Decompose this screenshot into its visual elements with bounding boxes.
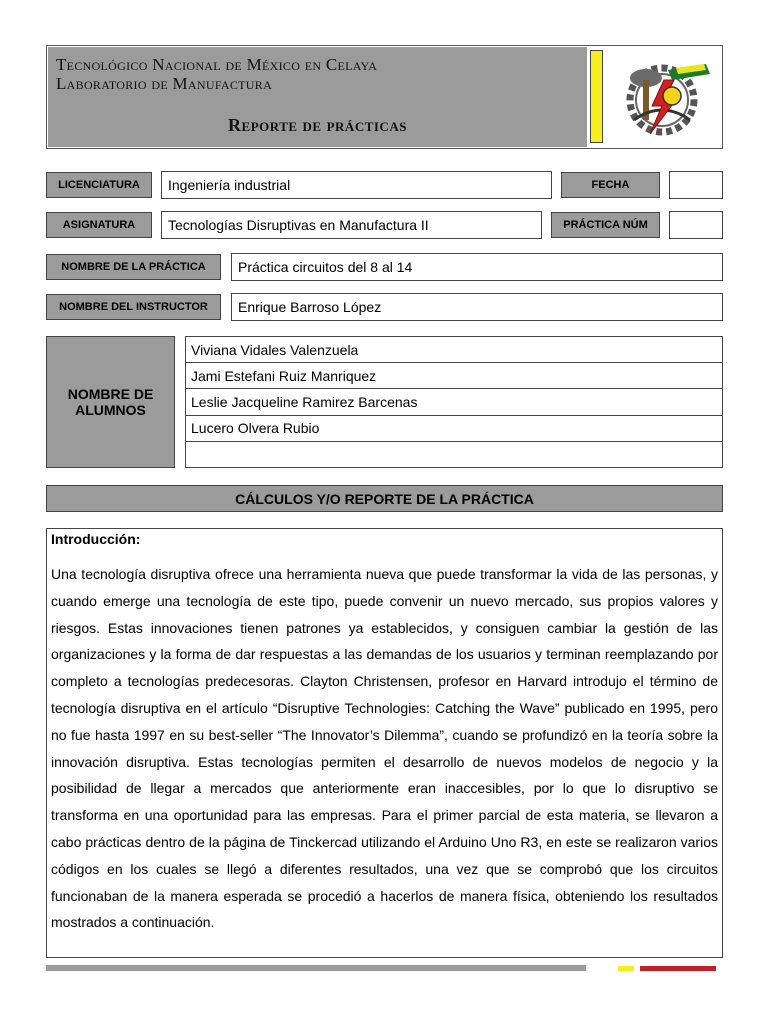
student-row[interactable]: Jami Estefani Ruiz Manriquez (186, 363, 722, 389)
instructor-field[interactable]: Enrique Barroso López (231, 293, 723, 321)
nombre-practica-field[interactable]: Práctica circuitos del 8 al 14 (231, 253, 723, 281)
nombre-practica-label: NOMBRE DE LA PRÁCTICA (46, 254, 221, 280)
student-row[interactable] (186, 442, 722, 468)
licenciatura-field[interactable]: Ingeniería industrial (161, 171, 552, 199)
student-row[interactable]: Leslie Jacqueline Ramirez Barcenas (186, 389, 722, 415)
students-list (185, 336, 723, 468)
section-title-bar (46, 485, 723, 512)
section-title: CÁLCULOS Y/O REPORTE DE LA PRÁCTICA (235, 490, 534, 507)
celaya-tree-gear-logo-icon (606, 50, 719, 143)
report-content (46, 528, 723, 958)
practica-num-field[interactable] (669, 211, 723, 239)
institution-name (56, 55, 556, 93)
students-label (46, 336, 175, 468)
asignatura-field[interactable]: Tecnologías Disruptivas en Manufactura II (161, 211, 542, 239)
licenciatura-label: LICENCIATURA (46, 172, 152, 198)
practica-num-label: PRÁCTICA NÚM (551, 212, 660, 238)
student-row[interactable]: Viviana Vidales Valenzuela (186, 337, 722, 363)
yellow-accent-bar (590, 50, 603, 143)
fecha-field[interactable] (669, 171, 723, 199)
institution-line-2: Laboratorio de Manufactura (56, 74, 273, 93)
introduction-paragraph: Una tecnología disruptiva ofrece una herramienta nueva que puede transformar la vida de las personas, y cuando emerge una tecnología de este tipo, puede convenir un nuevo mercado, sus propios valores y riesgos. Estas innovaciones tienen patrones ya establecidos, y consiguen cambiar la gestión de las organizaciones y la forma de dar respuestas a las demandas de los usuarios y terminan reemplazando por completo a tecnologías predecesoras. Clayton Christensen, profesor en Harvard introdujo el término de tecnología disruptiva en el artículo “Disruptive Technologies: Catching the Wave” publicado en 1995, pero no fue hasta 1997 en su best-seller “The Innovator’s Dilemma”, cuando se profundizó en la teoría sobre la innovación disruptiva. Estas tecnologías permiten el desarrollo de nuevos modelos de negocio y la posibilidad de llegar a mercados que anteriormente eran inaccesibles, por lo que lo disruptivo se transforma en una oportunidad para las empresas. Para el primer parcial de esta materia, se llevaron a cabo prácticas dentro de la página de Tinckercad utilizando el Arduino Uno R3, en este se realizaron varios códigos en los cuales se llegó a diferentes resultados, una vez que se comprobó que los circuitos funcionaban de la manera esperada se procedió a hacerlos de manera física, obteniendo los resultados mostrados a continuación. (51, 566, 718, 931)
asignatura-label: ASIGNATURA (46, 212, 152, 238)
institution-line-1: Tecnológico Nacional de México en Celaya (56, 55, 378, 74)
introduction-heading: Introducción: (51, 531, 141, 547)
next-page-header-strip (46, 958, 723, 964)
student-row[interactable]: Lucero Olvera Rubio (186, 416, 722, 442)
students-label-text: NOMBRE DE ALUMNOS (67, 386, 154, 418)
report-title: Reporte de prácticas (228, 115, 407, 135)
fecha-label: FECHA (561, 172, 660, 198)
instructor-label: NOMBRE DEL INSTRUCTOR (46, 294, 221, 320)
